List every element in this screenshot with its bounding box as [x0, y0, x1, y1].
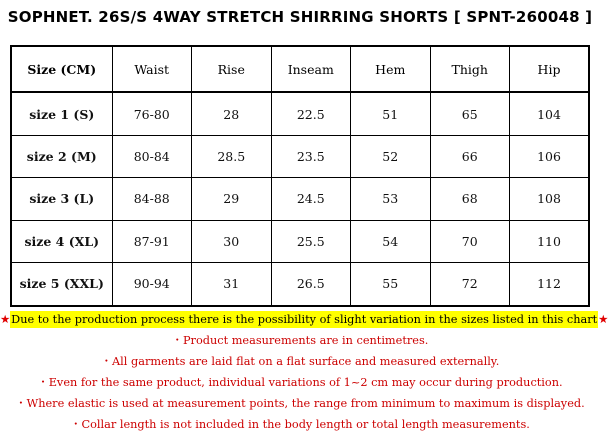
note-line: ・All garments are laid flat on a flat surface and measured externally. — [100, 355, 500, 368]
header-waist: Waist — [112, 46, 192, 92]
cell-inseam: 26.5 — [271, 262, 351, 306]
table-row — [11, 178, 589, 220]
cell-hip: 108 — [510, 178, 590, 220]
cell-inseam: 23.5 — [271, 136, 351, 178]
cell-inseam: 24.5 — [271, 178, 351, 220]
table-row — [11, 220, 589, 262]
table-header-row — [11, 46, 589, 92]
row-size-label: size 1 (S) — [11, 92, 112, 136]
header-size: Size (CM) — [11, 46, 112, 92]
header-hip: Hip — [510, 46, 590, 92]
note-line: ・Even for the same product, individual variations of 1~2 cm may occur during production. — [37, 376, 563, 389]
header-thigh: Thigh — [430, 46, 510, 92]
notes-section — [0, 309, 608, 435]
highlighted-warning-text: Due to the production process there is the possibility of slight variation in the sizes listed in this chart — [11, 313, 598, 326]
row-size-label: size 5 (XXL) — [11, 262, 112, 306]
cell-inseam: 22.5 — [271, 92, 351, 136]
note-line: ・Where elastic is used at measurement points, the range from minimum to maximum is displayed. — [15, 397, 585, 410]
cell-rise: 30 — [192, 220, 272, 262]
cell-waist: 87-91 — [112, 220, 192, 262]
cell-hem: 54 — [351, 220, 431, 262]
cell-rise: 28.5 — [192, 136, 272, 178]
row-size-label: size 2 (M) — [11, 136, 112, 178]
note-line: ・Product measurements are in centimetres. — [171, 334, 429, 347]
table-row — [11, 92, 589, 136]
table-row — [11, 262, 589, 306]
cell-hip: 104 — [510, 92, 590, 136]
star-icon: ★ — [0, 313, 11, 326]
cell-hip: 112 — [510, 262, 590, 306]
cell-rise: 31 — [192, 262, 272, 306]
header-inseam: Inseam — [271, 46, 351, 92]
size-table — [10, 45, 590, 307]
page-title: SOPHNET. 26S/S 4WAY STRETCH SHIRRING SHORTS [ SPNT-260048 ] — [7, 8, 593, 26]
cell-hem: 51 — [351, 92, 431, 136]
cell-thigh: 68 — [430, 178, 510, 220]
cell-thigh: 66 — [430, 136, 510, 178]
header-rise: Rise — [192, 46, 272, 92]
cell-thigh: 70 — [430, 220, 510, 262]
cell-hem: 53 — [351, 178, 431, 220]
cell-hip: 106 — [510, 136, 590, 178]
star-icon: ★ — [598, 313, 608, 326]
row-size-label: size 4 (XL) — [11, 220, 112, 262]
cell-waist: 76-80 — [112, 92, 192, 136]
cell-waist: 90-94 — [112, 262, 192, 306]
row-size-label: size 3 (L) — [11, 178, 112, 220]
cell-hem: 52 — [351, 136, 431, 178]
cell-rise: 29 — [192, 178, 272, 220]
cell-hem: 55 — [351, 262, 431, 306]
cell-hip: 110 — [510, 220, 590, 262]
header-hem: Hem — [351, 46, 431, 92]
cell-inseam: 25.5 — [271, 220, 351, 262]
cell-thigh: 65 — [430, 92, 510, 136]
variation-warning — [0, 309, 608, 330]
cell-rise: 28 — [192, 92, 272, 136]
cell-waist: 84-88 — [112, 178, 192, 220]
cell-waist: 80-84 — [112, 136, 192, 178]
note-line: ・Collar length is not included in the body length or total length measurements. — [70, 418, 530, 431]
cell-thigh: 72 — [430, 262, 510, 306]
table-row — [11, 136, 589, 178]
